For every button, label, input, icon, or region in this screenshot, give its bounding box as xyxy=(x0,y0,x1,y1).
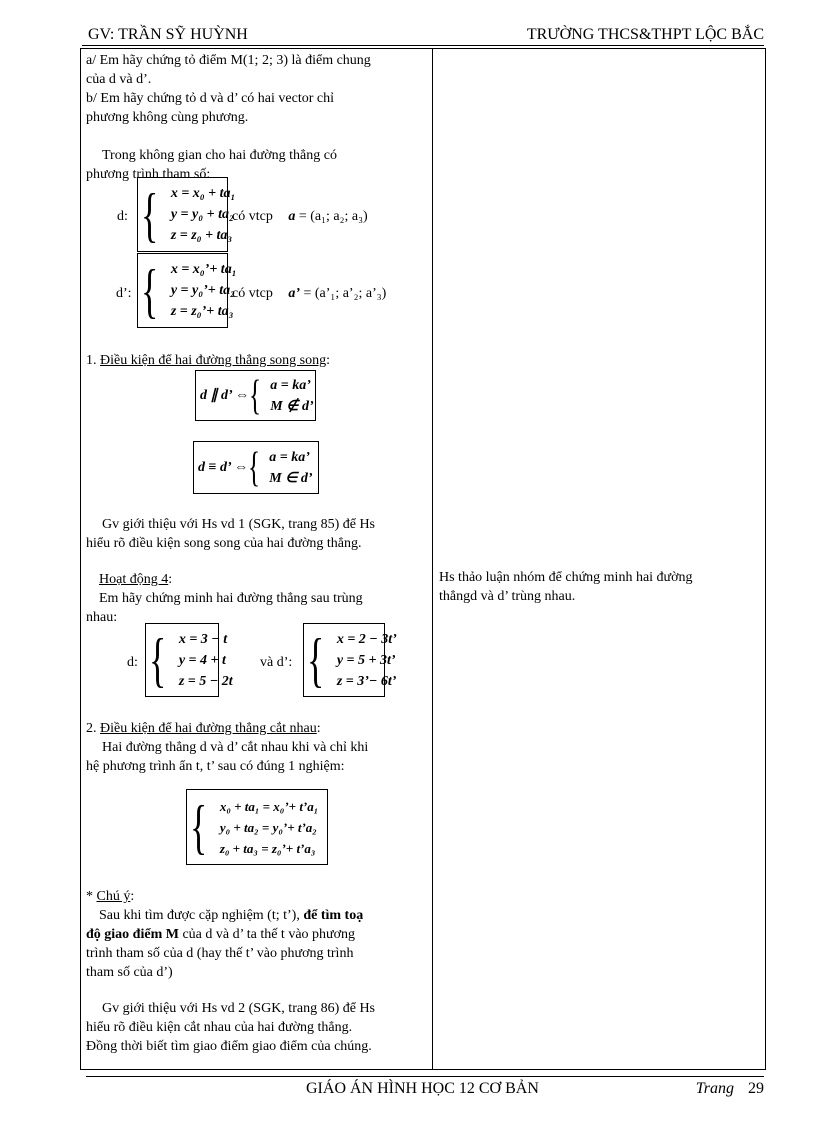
note-line-4: tham số của d’) xyxy=(86,965,173,980)
footer-rule xyxy=(86,1076,764,1077)
para-example2-end: Đồng thời biết tìm giao điểm giao điểm của chúng. xyxy=(86,1039,372,1054)
d2-vector: a’ xyxy=(288,286,300,301)
example-d-box xyxy=(145,623,233,697)
note-colon: : xyxy=(130,889,135,904)
footer-title: GIÁO ÁN HÌNH HỌC 12 CƠ BẢN xyxy=(306,1080,539,1097)
para-intro: Trong không gian cho hai đường thẳng có xyxy=(102,148,337,163)
para-example1-cont: hiểu rõ điều kiện song song của hai đường thẳng. xyxy=(86,536,362,551)
note-heading xyxy=(86,887,134,906)
d-eq-x: x = x₀ + ta₁ xyxy=(170,186,236,201)
parallel-eq-2: M ∉ d’ xyxy=(270,398,314,414)
d-label: d: xyxy=(117,209,128,224)
example-and-label: và d’: xyxy=(260,655,293,670)
d2-eq-x: x = x₀’+ ta₁ xyxy=(170,262,237,277)
brace-icon: { xyxy=(248,444,261,491)
note-line-1 xyxy=(99,906,363,925)
para-a-cont: của d và d’. xyxy=(86,72,152,87)
d2-vtcp-text xyxy=(232,284,386,303)
para-b: b/ Em hãy chứng tỏ d và d’ có hai vector chỉ xyxy=(86,91,334,106)
example-d-label: d: xyxy=(127,655,138,670)
parallel-eq-1: a = ka’ xyxy=(270,377,311,393)
d-vtcp-pre: có vtcp xyxy=(232,209,273,224)
parallel-left: d ∥ d’ ⇔ xyxy=(200,388,250,403)
example-d2-eq-x: x = 2 − 3t’ xyxy=(336,631,397,647)
heading-intersect-text: Điều kiện để hai đường thẳng cắt nhau xyxy=(100,721,317,736)
example-d-eq-y: y = 4 + t xyxy=(178,652,226,668)
d2-equation-box xyxy=(137,253,237,328)
d-vector: a xyxy=(288,209,296,224)
header-rule xyxy=(82,45,764,46)
heading-parallel-text: Điều kiện để hai đường thẳng song song xyxy=(100,353,327,368)
activity-colon: : xyxy=(168,572,173,587)
para-activity-cont: nhau: xyxy=(86,610,118,625)
heading-intersect xyxy=(86,719,321,738)
brace-icon: { xyxy=(141,181,159,248)
example-d2-eq-z: z = 3’− 6t’ xyxy=(336,673,397,689)
para-a: a/ Em hãy chứng tỏ điểm M(1; 2; 3) là điểm chung xyxy=(86,53,371,68)
para-b-cont: phương không cùng phương. xyxy=(86,110,249,125)
note-star: * xyxy=(86,889,97,904)
activity-heading xyxy=(99,570,172,589)
note-bold-2: độ giao điểm M xyxy=(86,927,179,942)
example-d2-box xyxy=(303,623,397,697)
note-bold-1: để tìm toạ xyxy=(303,908,364,923)
d-vtcp-text xyxy=(232,207,368,226)
brace-icon: { xyxy=(149,627,167,693)
example-d-eq-x: x = 3 − t xyxy=(178,631,228,647)
right-note-line-1: Hs thảo luận nhóm để chứng minh hai đường xyxy=(439,570,693,585)
example-d2-eq-y: y = 5 + 3t’ xyxy=(336,652,396,668)
heading-intersect-colon: : xyxy=(316,721,321,736)
brace-icon: { xyxy=(190,794,208,860)
header-teacher: GV: TRẦN SỸ HUỲNH xyxy=(88,26,248,43)
para-example2-cont: hiểu rõ điều kiện cắt nhau của hai đường thẳng. xyxy=(86,1020,353,1035)
brace-icon: { xyxy=(307,627,325,693)
footer-page xyxy=(696,1080,764,1098)
d-eq-y: y = y₀ + ta₂ xyxy=(170,207,234,222)
para-example2: Gv giới thiệu với Hs vd 2 (SGK, trang 86) để Hs xyxy=(102,1001,376,1016)
heading-parallel xyxy=(86,351,330,370)
heading-parallel-colon: : xyxy=(326,353,331,368)
note-title: Chú ý xyxy=(96,889,131,904)
coincide-condition-box xyxy=(193,441,319,494)
system-eq-3: z₀ + ta₃ = z₀’+ t’a₃ xyxy=(219,840,316,856)
heading-parallel-num: 1. xyxy=(86,353,97,368)
footer-page-number: 29 xyxy=(748,1080,764,1097)
coincide-eq-2: M ∈ d’ xyxy=(269,470,313,486)
d2-vtcp-pre: có vtcp xyxy=(232,286,273,301)
para-activity: Em hãy chứng minh hai đường thẳng sau trùng xyxy=(99,591,363,606)
coincide-left: d ≡ d’ ⇔ xyxy=(198,460,249,475)
note-line-2 xyxy=(86,925,355,944)
d2-label: d’: xyxy=(116,286,132,301)
para-intersect-cont: hệ phương trình ẩn t, t’ sau có đúng 1 nghiệm: xyxy=(86,759,345,774)
para-example1: Gv giới thiệu với Hs vd 1 (SGK, trang 85) để Hs xyxy=(102,517,376,532)
footer-page-label: Trang xyxy=(695,1080,734,1097)
brace-icon: { xyxy=(141,257,159,324)
coincide-eq-1: a = ka’ xyxy=(269,449,310,465)
d-vtcp-post: = (a₁; a₂; a₃) xyxy=(298,209,368,224)
d2-eq-y: y = y₀’+ ta₂ xyxy=(170,283,236,298)
para-intersect: Hai đường thẳng d và d’ cắt nhau khi và chỉ khi xyxy=(102,740,369,755)
note-text-1: Sau khi tìm được cặp nghiệm (t; t’), xyxy=(99,908,300,923)
heading-intersect-num: 2. xyxy=(86,721,97,736)
para-intro-cont: phương trình tham số: xyxy=(86,167,211,182)
example-d-eq-z: z = 5 − 2t xyxy=(178,673,233,689)
d-eq-z: z = z₀ + ta₃ xyxy=(170,228,233,243)
system-eq-1: x₀ + ta₁ = x₀’+ t’a₁ xyxy=(219,798,319,814)
table-divider xyxy=(432,48,433,1070)
system-box xyxy=(186,789,328,865)
note-line-3: trình tham số của d (hay thế t’ vào phương trình xyxy=(86,946,354,961)
d2-eq-z: z = z₀’+ ta₃ xyxy=(170,304,234,319)
d-equation-box xyxy=(137,177,236,252)
d2-vtcp-post: = (a’₁; a’₂; a’₃) xyxy=(303,286,387,301)
note-text-2: của d và d’ ta thế t vào phương xyxy=(182,927,356,942)
system-eq-2: y₀ + ta₂ = y₀’+ t’a₂ xyxy=(219,819,317,835)
parallel-condition-box xyxy=(195,370,316,421)
brace-icon: { xyxy=(249,372,262,419)
right-note-line-2: thẳngd và d’ trùng nhau. xyxy=(439,589,576,604)
header-school: TRƯỜNG THCS&THPT LỘC BẮC xyxy=(526,26,764,43)
activity-title: Hoạt động 4 xyxy=(99,572,169,587)
